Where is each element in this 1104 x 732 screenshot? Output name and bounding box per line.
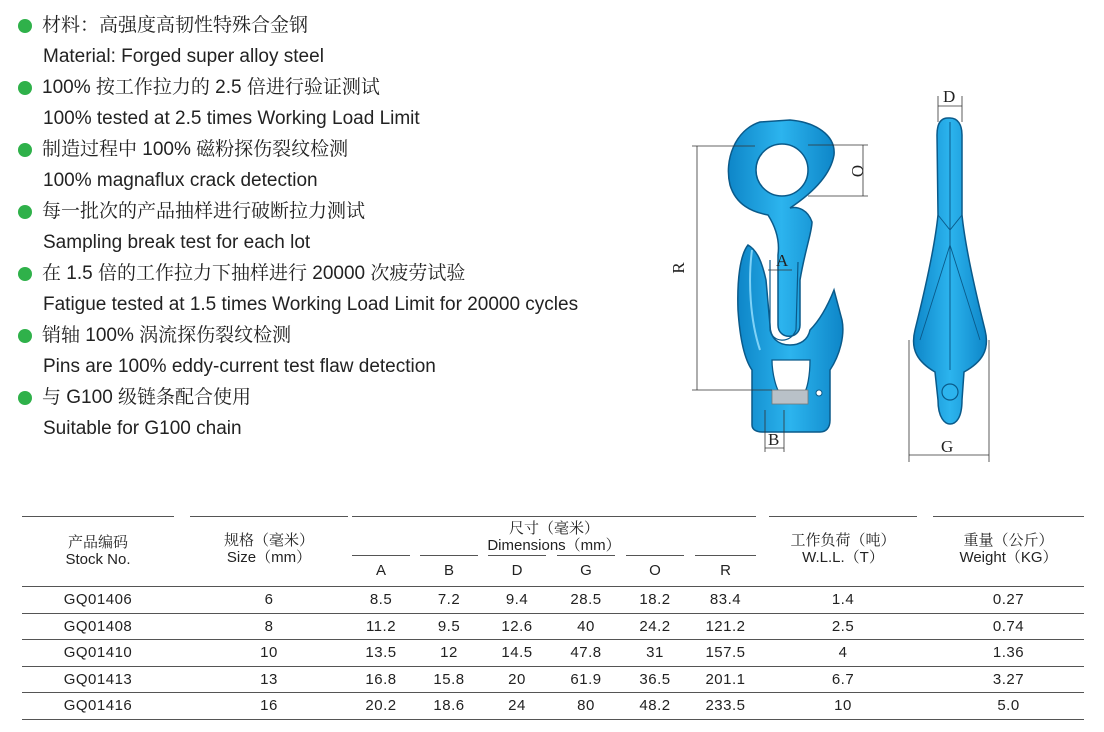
table-row xyxy=(22,639,1084,666)
cell-a: 20.2 xyxy=(365,697,397,714)
hook-drawing xyxy=(660,80,1020,470)
cell-size: 13 xyxy=(260,670,278,688)
cell-weight: 1.36 xyxy=(992,644,1025,661)
cell-stock: GQ01413 xyxy=(63,670,133,688)
table-row xyxy=(22,692,1084,720)
feature-en: Sampling break test for each lot xyxy=(43,232,311,253)
table-row xyxy=(22,613,1084,640)
header-wll: 工作负荷（吨） W.L.L.（T） xyxy=(790,532,896,566)
pin-head xyxy=(816,390,822,396)
feature-item xyxy=(18,10,678,72)
cell-a: 8.5 xyxy=(369,591,393,608)
cell-a: 13.5 xyxy=(365,644,397,661)
side-view xyxy=(909,87,989,462)
cell-o: 31 xyxy=(646,644,664,661)
cell-g: 61.9 xyxy=(570,670,602,688)
cell-stock: GQ01406 xyxy=(63,591,133,608)
cell-d: 24 xyxy=(508,697,526,714)
header-dim-g: G xyxy=(580,562,592,579)
header-dim-d: D xyxy=(511,562,523,579)
header-dim-r: R xyxy=(720,562,731,579)
bullet-icon xyxy=(18,267,32,281)
table-header xyxy=(22,514,1084,586)
dim-label-a: A xyxy=(776,251,789,270)
cell-weight: 0.27 xyxy=(992,591,1025,608)
header-weight: 重量（公斤） Weight（KG） xyxy=(959,532,1058,566)
dim-label-o: O xyxy=(848,164,867,178)
feature-item xyxy=(18,72,678,134)
feature-cn: 与 G100 级链条配合使用 xyxy=(42,387,252,408)
cell-wll: 6.7 xyxy=(831,670,855,688)
dim-label-d: D xyxy=(943,87,956,106)
cell-r: 83.4 xyxy=(709,591,742,608)
cell-g: 28.5 xyxy=(570,591,602,608)
header-dimensions: 尺寸（毫米） Dimensions（mm） xyxy=(487,520,621,554)
bullet-icon xyxy=(18,329,32,343)
cell-weight: 5.0 xyxy=(997,697,1020,714)
cell-stock: GQ01410 xyxy=(63,644,133,661)
dim-label-r: R xyxy=(669,262,688,274)
cell-o: 36.5 xyxy=(639,670,671,688)
feature-cn: 材料：高强度高韧性特殊合金钢 xyxy=(42,15,309,36)
cell-size: 16 xyxy=(260,697,278,714)
front-view xyxy=(669,120,868,452)
header-dim-b: B xyxy=(443,562,454,579)
cell-r: 233.5 xyxy=(705,697,746,714)
header-dim-a: A xyxy=(375,562,386,579)
cell-weight: 0.74 xyxy=(992,617,1025,635)
feature-en: 100% magnaflux crack detection xyxy=(43,170,318,191)
feature-cn: 每一批次的产品抽样进行破断拉力测试 xyxy=(42,201,366,222)
cell-stock: GQ01416 xyxy=(63,697,133,714)
table-body xyxy=(22,586,1084,720)
feature-item xyxy=(18,196,678,258)
feature-item xyxy=(18,382,678,444)
cell-d: 9.4 xyxy=(505,591,529,608)
feature-item xyxy=(18,320,678,382)
bullet-icon xyxy=(18,391,32,405)
dim-label-g: G xyxy=(941,437,954,456)
feature-en: Pins are 100% eddy-current test flaw detection xyxy=(43,356,436,377)
eye-hole xyxy=(756,144,808,196)
cell-r: 157.5 xyxy=(705,644,746,661)
bullet-icon xyxy=(18,143,32,157)
feature-cn: 销轴 100% 涡流探伤裂纹检测 xyxy=(42,325,292,346)
side-pin-icon xyxy=(942,384,958,400)
cell-r: 201.1 xyxy=(705,670,746,688)
table-row xyxy=(22,586,1084,613)
feature-cn: 制造过程中 100% 磁粉探伤裂纹检测 xyxy=(42,139,349,160)
cell-wll: 4 xyxy=(838,644,848,661)
cell-stock: GQ01408 xyxy=(63,617,133,635)
cell-size: 6 xyxy=(264,591,274,608)
header-dim-o: O xyxy=(649,562,661,579)
feature-list xyxy=(18,10,678,444)
cell-a: 11.2 xyxy=(365,617,397,635)
cell-b: 18.6 xyxy=(433,697,465,714)
table-row xyxy=(22,666,1084,693)
cell-r: 121.2 xyxy=(705,617,746,635)
bullet-icon xyxy=(18,19,32,33)
cell-wll: 1.4 xyxy=(831,591,855,608)
feature-en: Suitable for G100 chain xyxy=(43,418,242,439)
feature-cn: 100% 按工作拉力的 2.5 倍进行验证测试 xyxy=(42,77,380,98)
feature-en: 100% tested at 2.5 times Working Load Limit xyxy=(43,108,420,129)
cell-a: 16.8 xyxy=(365,670,397,688)
cell-o: 18.2 xyxy=(639,591,671,608)
cell-d: 12.6 xyxy=(501,617,533,635)
cell-size: 10 xyxy=(260,644,278,661)
cell-b: 15.8 xyxy=(433,670,465,688)
feature-en: Material: Forged super alloy steel xyxy=(43,46,324,67)
feature-cn: 在 1.5 倍的工作拉力下抽样进行 20000 次疲劳试验 xyxy=(42,263,466,284)
feature-item xyxy=(18,134,678,196)
cell-b: 7.2 xyxy=(437,591,461,608)
cell-b: 12 xyxy=(440,644,458,661)
cell-wll: 2.5 xyxy=(831,617,855,635)
spec-table xyxy=(22,514,1084,714)
header-stock: 产品编码 Stock No. xyxy=(65,534,131,568)
dim-label-b: B xyxy=(768,430,780,449)
feature-en: Fatigue tested at 1.5 times Working Load Limit for 20000 cycles xyxy=(43,294,579,315)
cell-b: 9.5 xyxy=(437,617,461,635)
bullet-icon xyxy=(18,81,32,95)
header-size: 规格（毫米） Size（mm） xyxy=(223,532,314,566)
cell-d: 14.5 xyxy=(501,644,533,661)
pin xyxy=(772,390,808,404)
cell-wll: 10 xyxy=(834,697,852,714)
bullet-icon xyxy=(18,205,32,219)
cell-g: 40 xyxy=(577,617,595,635)
cell-o: 48.2 xyxy=(639,697,671,714)
cell-g: 80 xyxy=(577,697,595,714)
cell-size: 8 xyxy=(264,617,274,635)
cell-weight: 3.27 xyxy=(992,670,1025,688)
cell-o: 24.2 xyxy=(639,617,671,635)
cell-d: 20 xyxy=(508,670,526,688)
cell-g: 47.8 xyxy=(570,644,602,661)
feature-item xyxy=(18,258,678,320)
